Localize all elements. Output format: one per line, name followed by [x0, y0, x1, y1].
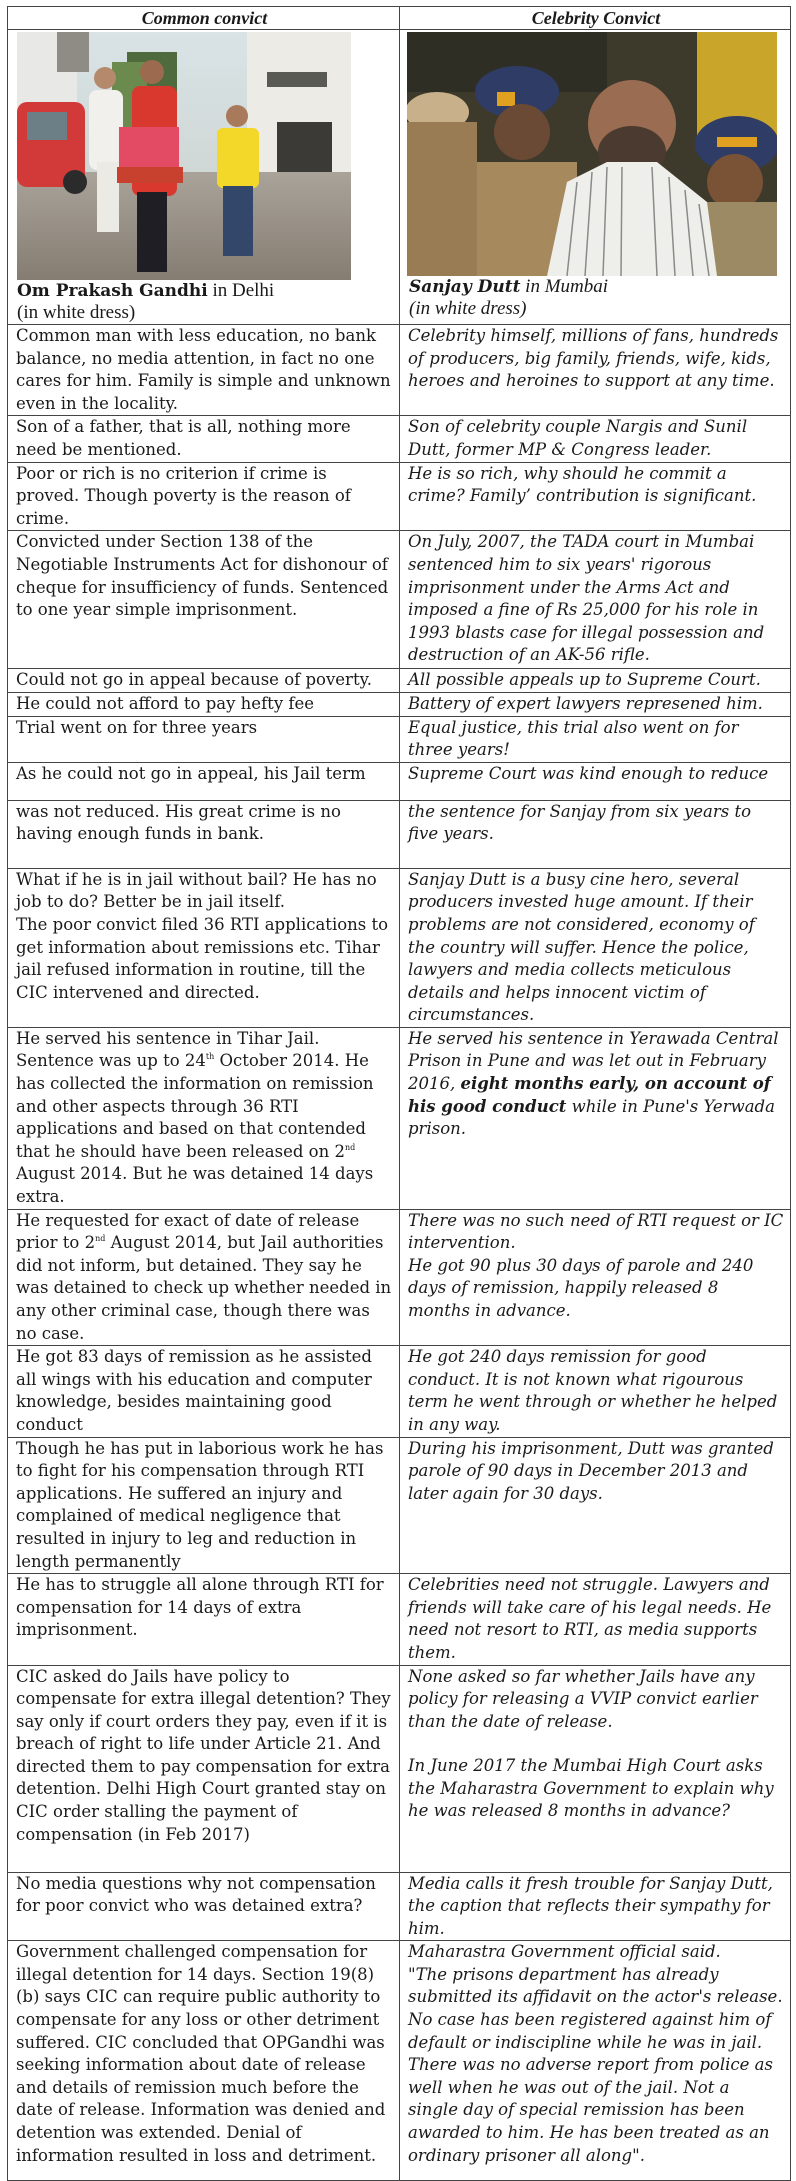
cell-text: August 2014. But he was detained 14 days extra. [16, 1164, 374, 1207]
cell-text: while in Pune's Yerwada prison. [408, 1096, 775, 1139]
cell-common-line: The poor convict filed 36 RTI applications to get information about remissions etc. Tihar jail refused information in routine, till the CIC intervened and directed. [16, 914, 389, 1002]
table-row [8, 692, 791, 716]
cell-celebrity: Supreme Court was kind enough to reduce [400, 762, 791, 800]
cell-common-line: What if he is in jail without bail? He has no job to do? Better be in jail itself. [16, 869, 377, 912]
profile-caption-left [17, 280, 393, 324]
table-row [8, 1437, 791, 1574]
cell-celebrity: Son of celebrity couple Nargis and Sunil Dutt, former MP & Congress leader. [400, 416, 791, 462]
cell-celebrity: Equal justice, this trial also went on for three years! [400, 716, 791, 762]
cell-celebrity-line: He got 90 plus 30 days of parole and 240 days of remission, happily released 8 months in advance. [408, 1255, 754, 1320]
profile-row [8, 30, 791, 325]
cell-common [8, 868, 400, 1027]
table-row [8, 416, 791, 462]
comparison-table [7, 6, 791, 2181]
table-row [8, 800, 791, 868]
cell-celebrity: Battery of expert lawyers represened him. [400, 692, 791, 716]
cell-celebrity: Celebrity himself, millions of fans, hundreds of producers, big family, friends, wife, kids, heroes and heroines to support at any time. [400, 325, 791, 416]
cell-celebrity: Celebrities need not struggle. Lawyers and friends will take care of his legal needs. He need not resort to RTI, as media supports them. [400, 1574, 791, 1665]
cell-celebrity-line: "The prisons department has already submitted its affidavit on the actor's release. No case has been registered against him of default or indiscipline while he was in jail. There was no adverse report from police as well when he was out of the jail. Not a single day of special remission has been awarded to him. He has been treated as an ordinary prisoner all along". [408, 1964, 783, 2165]
table-row [8, 1346, 791, 1437]
table-row [8, 868, 791, 1027]
superscript: nd [344, 1142, 356, 1152]
cell-text: He served his sentence in Tihar Jail. Sentence was up to 24 [16, 1028, 320, 1071]
profile-left [8, 30, 400, 325]
cell-celebrity: During his imprisonment, Dutt was granted parole of 90 days in December 2013 and later again for 30 days. [400, 1437, 791, 1574]
table-row [8, 1872, 791, 1941]
cell-celebrity: Sanjay Dutt is a busy cine hero, several producers invested huge amount. If their problems are not considered, economy of the country will suffer. Hence the police, lawyers and media collects meticulous details and helps innocent victim of circumstances. [400, 868, 791, 1027]
table-row [8, 1027, 791, 1209]
cell-common: Convicted under Section 138 of the Negotiable Instruments Act for dishonour of cheque for insufficiency of funds. Sentenced to one year simple imprisonment. [8, 531, 400, 669]
table-row [8, 1209, 791, 1346]
photo-om-prakash-gandhi [17, 32, 351, 280]
convict-name-left: Om Prakash Gandhi [17, 281, 208, 301]
cell-celebrity [400, 1941, 791, 2181]
cell-common: He has to struggle all alone through RTI for compensation for 14 days of extra imprisonment. [8, 1574, 400, 1665]
cell-common: As he could not go in appeal, his Jail term [8, 762, 400, 800]
table-row [8, 1941, 791, 2181]
header-row [8, 7, 791, 30]
cell-text: August 2014, but Jail authorities did not inform, but detained. They say he was detained to check up whether needed in any other criminal case, though there was no case. [16, 1233, 392, 1343]
cell-common [8, 1027, 400, 1209]
street-photo-image [17, 32, 351, 280]
cell-celebrity: Media calls it fresh trouble for Sanjay Dutt, the caption that reflects their sympathy for him. [400, 1872, 791, 1941]
cell-common: Common man with less education, no bank balance, no media attention, in fact no one cares for him. Family is simple and unknown even in the locality. [8, 325, 400, 416]
cell-celebrity-line: None asked so far whether Jails have any policy for releasing a VVIP convict earlier than the date of release. [408, 1666, 758, 1731]
cell-celebrity-line: Maharastra Government official said. [408, 1942, 721, 1962]
cell-common: He could not afford to pay hefty fee [8, 692, 400, 716]
cell-common: Though he has put in laborious work he has to fight for his compensation through RTI applications. He suffered an injury and complained of medical negligence that resulted in injury to leg and reduction in length permanently [8, 1437, 400, 1574]
cell-celebrity-line: There was no such need of RTI request or IC intervention. [408, 1210, 784, 1253]
cell-text: He served his sentence in Yerawada Central Prison in Pune and was let out in February 2016, [408, 1028, 779, 1094]
cell-celebrity: the sentence for Sanjay from six years to five years. [400, 800, 791, 868]
cell-common: He got 83 days of remission as he assisted all wings with his education and computer knowledge, besides maintaining good conduct [8, 1346, 400, 1437]
police-escort-photo-image [407, 32, 777, 276]
cell-text: October 2014. He has collected the information on remission and other aspects through 36 RTI applications and based on that contended that he should have been released on 2 [16, 1051, 374, 1161]
table-row [8, 762, 791, 800]
convict-dress-note-left: (in white dress) [17, 302, 136, 323]
table-row [8, 462, 791, 531]
cell-celebrity: He got 240 days remission for good conduct. It is not known what rigourous term he went through or whether he helped in any way. [400, 1346, 791, 1437]
table-row [8, 669, 791, 693]
table-row [8, 716, 791, 762]
table-row [8, 325, 791, 416]
profile-caption-right [409, 276, 784, 320]
superscript: nd [95, 1234, 106, 1244]
header-common-convict: Common convict [8, 7, 400, 30]
convict-name-right: Sanjay Dutt [409, 277, 521, 297]
cell-common: Poor or rich is no criterion if crime is proved. Though poverty is the reason of crime. [8, 462, 400, 531]
header-celebrity-convict: Celebrity Convict [400, 7, 791, 30]
cell-common: CIC asked do Jails have policy to compensate for extra illegal detention? They say only if court orders they pay, even if it is breach of right to life under Article 21. And directed them to pay compensation for extra detention. Delhi High Court granted stay on CIC order stalling the payment of compensation (in Feb 2017) [8, 1665, 400, 1872]
cell-celebrity: All possible appeals up to Supreme Court. [400, 669, 791, 693]
cell-common: Son of a father, that is all, nothing more need be mentioned. [8, 416, 400, 462]
cell-celebrity-line: In June 2017 the Mumbai High Court asks the Maharastra Government to explain why he was released 8 months in advance? [408, 1756, 774, 1821]
cell-common: No media questions why not compensation for poor convict who was detained extra? [8, 1872, 400, 1941]
paragraph-gap [408, 1733, 784, 1755]
cell-celebrity: He is so rich, why should he commit a crime? Family’ contribution is significant. [400, 462, 791, 531]
cell-common: Could not go in appeal because of poverty. [8, 669, 400, 693]
cell-common: Trial went on for three years [8, 716, 400, 762]
cell-common: was not reduced. His great crime is no having enough funds in bank. [8, 800, 400, 868]
cell-celebrity: On July, 2007, the TADA court in Mumbai sentenced him to six years' rigorous imprisonment under the Arms Act and imposed a fine of Rs 25,000 for his role in 1993 blasts case for illegal possession and destruction of an AK-56 rifle. [400, 531, 791, 669]
convict-location-right: in Mumbai [520, 276, 609, 297]
emphasis-text: eight months early, on account of his good conduct [408, 1074, 771, 1116]
table-row [8, 1665, 791, 1872]
convict-dress-note-right: (in white dress) [409, 298, 527, 319]
photo-sanjay-dutt [407, 32, 777, 276]
cell-common: Government challenged compensation for illegal detention for 14 days. Section 19(8)(b) says CIC can require public authority to compensate for any loss or other detriment suffered. CIC concluded that OPGandhi was seeking information about date of release and details of remission much before the date of release. Information was denied and detention was extended. Denial of information resulted in loss and detriment. [8, 1941, 400, 2181]
table-row [8, 531, 791, 669]
cell-common [8, 1209, 400, 1346]
cell-celebrity [400, 1027, 791, 1209]
table-row [8, 1574, 791, 1665]
cell-text: He requested for exact of date of release prior to 2 [16, 1210, 360, 1253]
cell-celebrity [400, 1665, 791, 1872]
superscript: th [205, 1052, 215, 1062]
cell-celebrity [400, 1209, 791, 1346]
convict-location-left: in Delhi [207, 280, 275, 301]
profile-right [400, 30, 791, 325]
